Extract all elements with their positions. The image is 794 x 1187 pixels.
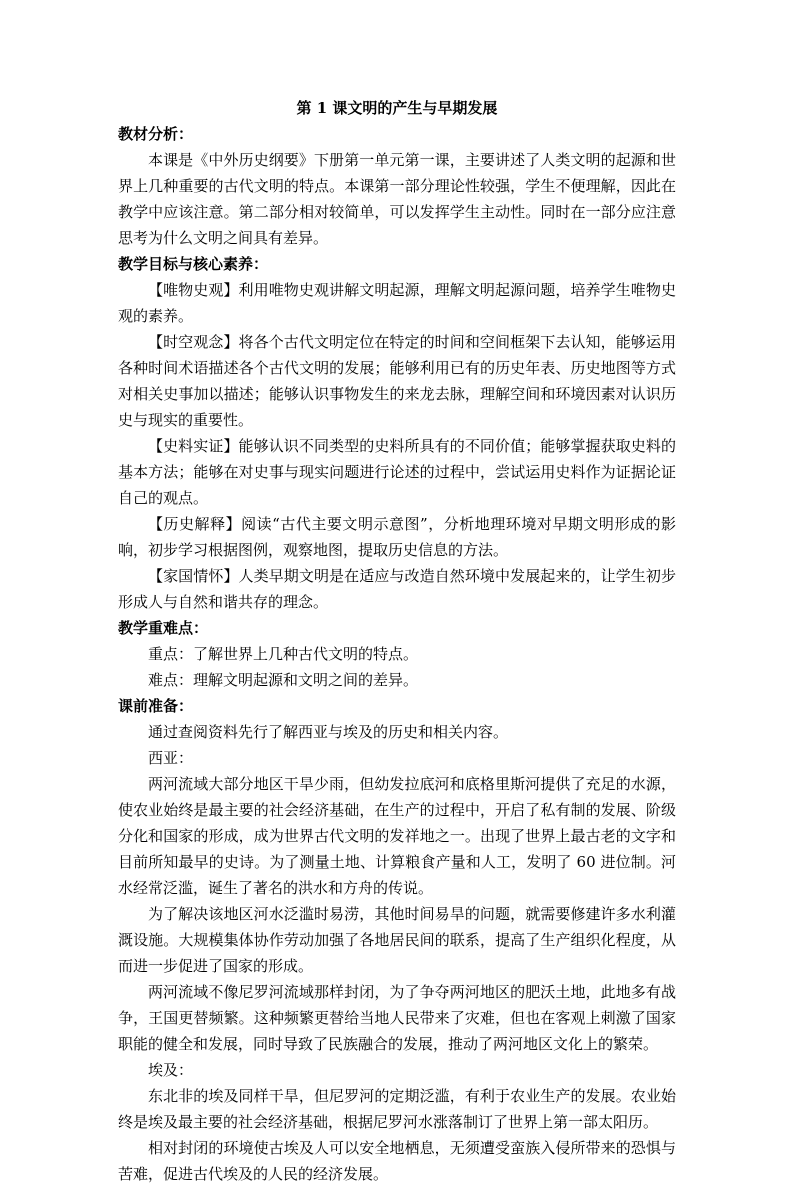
keypoint-difficult: 难点：理解文明起源和文明之间的差异。 [148, 671, 419, 689]
goal-item-patriotism: 【家国情怀】人类早期文明是在适应与改造自然环境中发展起来的，让学生初步形成人与自然和谐共存的理念。 [118, 567, 676, 611]
egypt-paragraph-2: 相对封闭的环境使古埃及人可以安全地栖息，无须遭受蛮族入侵所带来的恐惧与苦难，促进古代埃及的人民的经济发展。 [118, 1139, 676, 1183]
heading-prep: 课前准备： [118, 697, 194, 715]
west-asia-label: 西亚： [148, 749, 194, 767]
goal-item-evidence: 【史料实证】能够认识不同类型的史料所具有的不同价值；能够掌握获取史料的基本方法；能够在对史事与现实问题进行论述的过程中，尝试运用史料作为证据论证自己的观点。 [118, 437, 676, 507]
analysis-paragraph: 本课是《中外历史纲要》下册第一单元第一课，主要讲述了人类文明的起源和世界上几种重要的古代文明的特点。本课第一部分理论性较强，学生不便理解，因此在教学中应该注意。第二部分相对较简单，可以发挥学生主动性。同时在一部分应注意思考为什么文明之间具有差异。 [118, 151, 676, 247]
document-page [118, 95, 676, 1187]
heading-goals: 教学目标与核心素养： [118, 255, 269, 273]
egypt-paragraph-1: 东北非的埃及同样干旱，但尼罗河的定期泛滥，有利于农业生产的发展。农业始终是埃及最主要的社会经济基础，根据尼罗河水涨落制订了世界上第一部太阳历。 [118, 1087, 676, 1131]
heading-keypoints: 教学重难点： [118, 619, 209, 637]
keypoint-key: 重点：了解世界上几种古代文明的特点。 [148, 645, 419, 663]
document-title: 第 1 课文明的产生与早期发展 [296, 99, 498, 117]
west-asia-paragraph-2: 为了解决该地区河水泛滥时易涝，其他时间易旱的问题，就需要修建许多水利灌溉设施。大规模集体协作劳动加强了各地居民间的联系，提高了生产组织化程度，从而进一步促进了国家的形成。 [118, 905, 676, 975]
prep-intro: 通过查阅资料先行了解西亚与埃及的历史和相关内容。 [148, 723, 509, 741]
goal-item-spacetime: 【时空观念】将各个古代文明定位在特定的时间和空间框架下去认知，能够运用各种时间术语描述各个古代文明的发展；能够利用已有的历史年表、历史地图等方式对相关史事加以描述；能够认识事物发生的来龙去脉，理解空间和环境因素对认识历史与现实的重要性。 [118, 333, 676, 429]
heading-analysis: 教材分析： [118, 125, 194, 143]
goal-item-materialism: 【唯物史观】利用唯物史观讲解文明起源，理解文明起源问题，培养学生唯物史观的素养。 [118, 281, 676, 325]
west-asia-paragraph-3: 两河流域不像尼罗河流域那样封闭，为了争夺两河地区的肥沃土地，此地多有战争，王国更替频繁。这种频繁更替给当地人民带来了灾难，但也在客观上刺激了国家职能的健全和发展，同时导致了民族融合的发展，推动了两河地区文化上的繁荣。 [118, 983, 676, 1053]
goal-item-interpretation: 【历史解释】阅读“古代主要文明示意图”，分析地理环境对早期文明形成的影响，初步学习根据图例，观察地图，提取历史信息的方法。 [118, 515, 676, 559]
egypt-label: 埃及： [148, 1061, 194, 1079]
west-asia-paragraph-1: 两河流域大部分地区干旱少雨，但幼发拉底河和底格里斯河提供了充足的水源，使农业始终是最主要的社会经济基础，在生产的过程中，开启了私有制的发展、阶级分化和国家的形成，成为世界古代文明的发祥地之一。出现了世界上最古老的文字和目前所知最早的史诗。为了测量土地、计算粮食产量和人工，发明了 60 进位制。河水经常泛滥，诞生了著名的洪水和方舟的传说。 [118, 775, 676, 897]
